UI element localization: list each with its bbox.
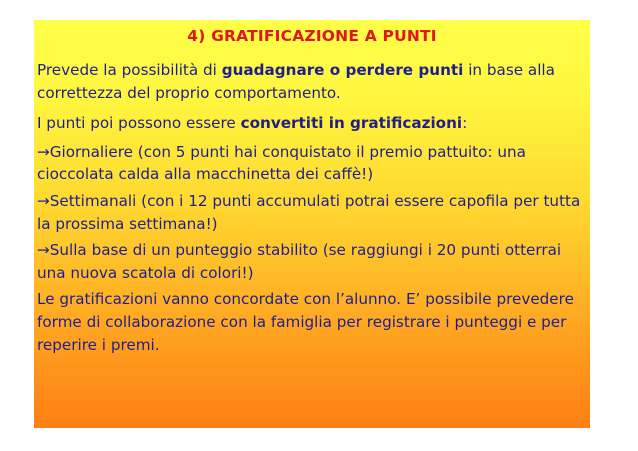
content-panel [34, 20, 590, 428]
slide-title: 4) GRATIFICAZIONE A PUNTI [187, 27, 437, 45]
conversion-text-bold: convertiti in gratificazioni [240, 114, 463, 133]
paragraph-weekly: →Settimanali (con i 12 punti accumulati potrai essere capofila per tutta la prossima settimana!) [37, 191, 581, 233]
intro-text-end: in base alla correttezza del proprio comportamento. [37, 61, 555, 102]
paragraph-agreement: Le gratificazioni vanno concordate con l’alunno. E’ possibile prevedere forme di collaborazione con la famiglia per registrare i punteggi e per reperire i premi. [37, 290, 574, 354]
paragraph-intro [37, 59, 589, 104]
paragraph-threshold: →Sulla base di un punteggio stabilito (se raggiungi i 20 punti otterrai una nuova scatola di colori!) [37, 241, 562, 282]
paragraph-daily: →Giornaliere (con 5 punti hai conquistato il premio pattuito: una cioccolata calda alla macchinetta dei caffè!) [37, 142, 526, 184]
conversion-text-end: : [462, 114, 468, 133]
intro-text-start: Prevede la possibilità di [37, 61, 222, 79]
slide-body [37, 59, 589, 360]
paragraph-conversion [37, 112, 589, 135]
conversion-text-start: I punti poi possono essere [37, 114, 241, 133]
intro-text-bold: guadagnare o perdere punti [221, 61, 464, 79]
